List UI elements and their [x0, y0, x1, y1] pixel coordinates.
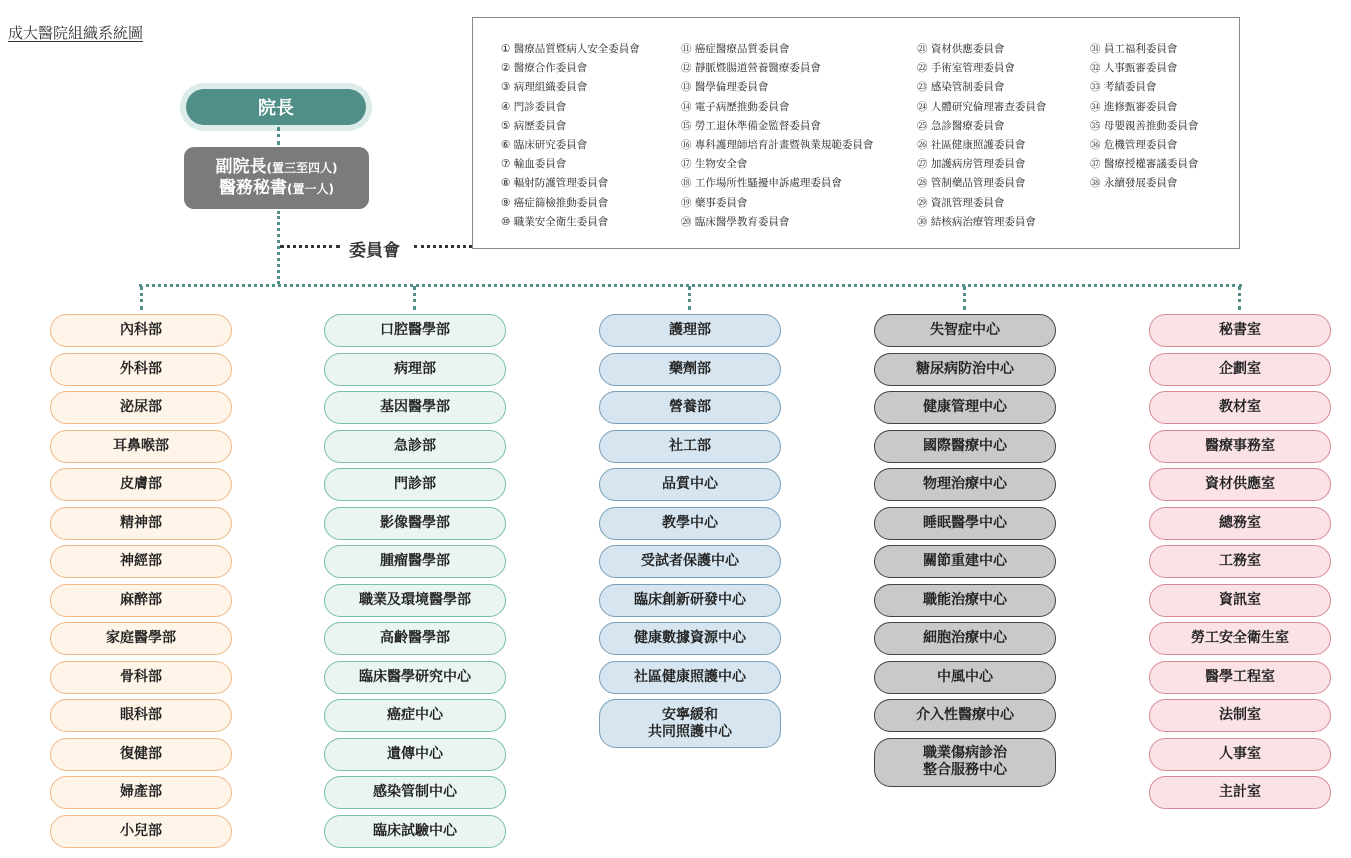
committee-item: ⑰ 生物安全會	[681, 158, 748, 171]
department-box	[1149, 430, 1331, 463]
department-box	[50, 430, 232, 463]
branch-drop	[1238, 286, 1241, 310]
department-label: 復健部	[120, 745, 162, 762]
president-box: 院長	[186, 89, 366, 125]
department-box	[324, 776, 506, 809]
department-label: 急診部	[394, 437, 436, 454]
department-label: 健康數據資源中心	[634, 630, 746, 647]
department-box	[874, 353, 1056, 386]
department-label: 藥劑部	[669, 360, 711, 377]
committee-item: ⑮ 勞工退休準備金監督委員會	[681, 119, 821, 132]
committee-connector	[414, 245, 472, 248]
department-box	[324, 468, 506, 501]
branch-drop	[963, 286, 966, 310]
department-box	[324, 353, 506, 386]
department-label: 小兒部	[120, 822, 162, 839]
department-box	[324, 622, 506, 655]
department-box	[324, 661, 506, 694]
department-box	[50, 661, 232, 694]
medical-secretary-label: 醫務秘書	[219, 178, 287, 198]
committee-item: ⑤ 病歷委員會	[501, 119, 567, 132]
department-box	[1149, 661, 1331, 694]
medical-secretary-note: (置一人)	[287, 182, 334, 196]
committee-item: ⑱ 工作場所性騷擾申訴處理委員會	[681, 177, 842, 190]
department-box	[599, 661, 781, 694]
branch-drop	[140, 286, 143, 310]
department-box	[599, 391, 781, 424]
department-box	[1149, 584, 1331, 617]
department-box	[874, 507, 1056, 540]
committee-label: 委員會	[349, 241, 400, 261]
committee-item: ⑳ 臨床醫學教育委員會	[681, 215, 790, 228]
department-label: 眼科部	[120, 707, 162, 724]
department-label: 品質中心	[662, 476, 718, 493]
department-label: 社工部	[669, 437, 711, 454]
department-label: 糖尿病防治中心	[916, 360, 1014, 377]
committee-item: ⑲ 藥事委員會	[681, 196, 748, 209]
department-label: 職業傷病診治 整合服務中心	[923, 745, 1007, 778]
committee-item: ㉓ 感染管制委員會	[917, 81, 1005, 94]
department-label: 臨床醫學研究中心	[359, 668, 471, 685]
department-label: 泌尿部	[120, 399, 162, 416]
committee-item: ㉔ 人體研究倫理審查委員會	[917, 100, 1047, 113]
department-label: 中風中心	[937, 668, 993, 685]
department-box	[324, 314, 506, 347]
committee-item: ㉒ 手術室管理委員會	[917, 62, 1015, 75]
department-label: 職業及環境醫學部	[359, 591, 471, 608]
committee-item: ⑫ 靜脈暨腸道營養醫療委員會	[681, 62, 821, 75]
department-box	[874, 622, 1056, 655]
committee-column	[681, 40, 873, 232]
department-label: 基因醫學部	[380, 399, 450, 416]
department-label: 門診部	[394, 476, 436, 493]
committee-item: ㉑ 資材供應委員會	[917, 43, 1005, 55]
department-box	[50, 584, 232, 617]
department-box	[324, 738, 506, 771]
department-box	[324, 584, 506, 617]
department-box	[874, 468, 1056, 501]
department-box	[1149, 468, 1331, 501]
department-label: 健康管理中心	[923, 399, 1007, 416]
department-box	[50, 776, 232, 809]
department-box	[1149, 622, 1331, 655]
administrative-offices-column	[1149, 314, 1331, 815]
committee-list-box	[472, 17, 1240, 249]
department-box	[1149, 545, 1331, 578]
department-label: 醫療事務室	[1205, 437, 1275, 454]
committee-item: ㉞ 進修甄審委員會	[1090, 100, 1178, 113]
committee-item: ㉗ 加護病房管理委員會	[917, 158, 1026, 171]
department-label: 臨床試驗中心	[373, 822, 457, 839]
vice-president-note: (置三至四人)	[266, 160, 338, 175]
department-label: 影像醫學部	[380, 514, 450, 531]
branch-drop	[413, 286, 416, 310]
department-label: 睡眠醫學中心	[923, 514, 1007, 531]
department-box	[599, 622, 781, 655]
department-label: 腫瘤醫學部	[380, 553, 450, 570]
committee-item: ⑪ 癌症醫療品質委員會	[681, 43, 790, 55]
department-label: 細胞治療中心	[923, 630, 1007, 647]
department-label: 企劃室	[1219, 360, 1261, 377]
department-box	[599, 468, 781, 501]
department-box	[324, 507, 506, 540]
department-box	[50, 622, 232, 655]
department-box	[1149, 353, 1331, 386]
department-label: 家庭醫學部	[106, 630, 176, 647]
committee-item: ③ 病理組織委員會	[501, 81, 588, 94]
department-box	[1149, 776, 1331, 809]
department-label: 神經部	[120, 553, 162, 570]
department-label: 介入性醫療中心	[916, 707, 1014, 724]
department-label: 秘書室	[1219, 322, 1261, 339]
department-box	[874, 391, 1056, 424]
department-box	[50, 391, 232, 424]
committee-item: ⑬ 醫學倫理委員會	[681, 81, 769, 94]
department-label: 精神部	[120, 514, 162, 531]
department-label: 病理部	[394, 360, 436, 377]
committee-item: ㉖ 社區健康照護委員會	[917, 138, 1026, 151]
department-box	[599, 353, 781, 386]
department-box	[50, 545, 232, 578]
committee-item: ㉜ 人事甄審委員會	[1090, 62, 1178, 75]
department-box	[50, 353, 232, 386]
department-box	[50, 699, 232, 732]
committee-item: ⑯ 專科護理師培育計畫暨執業規範委員會	[681, 138, 874, 151]
department-label: 癌症中心	[387, 707, 443, 724]
committee-item: ㊲ 醫療授權審議委員會	[1090, 158, 1199, 171]
department-label: 內科部	[120, 322, 162, 339]
committee-item: ⑧ 輻射防護管理委員會	[501, 177, 609, 190]
department-box	[599, 545, 781, 578]
connector-line	[277, 127, 280, 145]
support-departments-column	[599, 314, 781, 754]
department-label: 皮膚部	[120, 476, 162, 493]
department-label: 口腔醫學部	[380, 322, 450, 339]
department-label: 勞工安全衛生室	[1191, 630, 1289, 647]
department-box	[50, 815, 232, 848]
department-box	[874, 661, 1056, 694]
department-label: 教材室	[1219, 399, 1261, 416]
department-label: 教學中心	[662, 514, 718, 531]
committee-column	[501, 40, 640, 232]
department-box	[50, 314, 232, 347]
department-label: 護理部	[669, 322, 711, 339]
department-label: 法制室	[1219, 707, 1261, 724]
page-title: 成大醫院組織系統圖	[8, 24, 144, 42]
department-label: 安寧緩和 共同照護中心	[648, 706, 732, 740]
department-box	[874, 584, 1056, 617]
department-label: 醫學工程室	[1205, 668, 1275, 685]
department-label: 高齡醫學部	[380, 630, 450, 647]
department-box	[1149, 507, 1331, 540]
committee-item: ㉛ 員工福利委員會	[1090, 43, 1178, 55]
department-label: 資訊室	[1219, 591, 1261, 608]
special-centers-column	[874, 314, 1056, 792]
committee-item: ㊳ 永續發展委員會	[1090, 177, 1178, 190]
department-box	[1149, 391, 1331, 424]
department-label: 遺傳中心	[387, 745, 443, 762]
department-box	[1149, 314, 1331, 347]
committee-item: ㉝ 考績委員會	[1090, 81, 1157, 94]
department-box	[599, 314, 781, 347]
committee-item: ㊱ 危機管理委員會	[1090, 138, 1178, 151]
department-label: 婦產部	[120, 784, 162, 801]
department-label: 職能治療中心	[923, 591, 1007, 608]
department-box	[1149, 699, 1331, 732]
department-box	[599, 507, 781, 540]
committee-item: ② 醫療合作委員會	[501, 62, 588, 75]
department-box	[599, 699, 781, 748]
department-box	[599, 584, 781, 617]
committee-column	[917, 40, 1046, 232]
department-box	[874, 699, 1056, 732]
department-box	[50, 507, 232, 540]
department-box	[324, 391, 506, 424]
department-label: 營養部	[669, 399, 711, 416]
department-label: 資材供應室	[1205, 476, 1275, 493]
committee-item: ④ 門診委員會	[501, 100, 567, 113]
department-box	[50, 738, 232, 771]
department-box	[874, 738, 1056, 787]
committee-item: ㉙ 資訊管理委員會	[917, 196, 1005, 209]
department-label: 麻醉部	[120, 591, 162, 608]
medical-departments-column	[324, 314, 506, 853]
department-label: 總務室	[1219, 514, 1261, 531]
committee-column	[1090, 40, 1198, 194]
department-box	[50, 468, 232, 501]
department-label: 工務室	[1219, 553, 1261, 570]
department-label: 人事室	[1219, 745, 1261, 762]
department-label: 國際醫療中心	[923, 437, 1007, 454]
department-label: 感染管制中心	[373, 784, 457, 801]
committee-item: ① 醫療品質暨病人安全委員會	[501, 43, 640, 55]
department-label: 關節重建中心	[923, 553, 1007, 570]
department-label: 骨科部	[120, 668, 162, 685]
committee-item: ㉟ 母嬰親善推動委員會	[1090, 119, 1199, 132]
department-label: 失智症中心	[930, 322, 1000, 339]
committee-item: ⑭ 電子病歷推動委員會	[681, 100, 790, 113]
department-box	[874, 430, 1056, 463]
department-box	[324, 699, 506, 732]
department-box	[324, 815, 506, 848]
department-box	[874, 314, 1056, 347]
department-label: 外科部	[120, 360, 162, 377]
committee-item: ⑦ 輸血委員會	[501, 158, 567, 171]
vice-president-box	[184, 147, 369, 209]
department-label: 臨床創新研發中心	[634, 591, 746, 608]
department-box	[874, 545, 1056, 578]
committee-item: ⑥ 臨床研究委員會	[501, 138, 588, 151]
committee-item: ㉘ 管制藥品管理委員會	[917, 177, 1026, 190]
branch-drop	[688, 286, 691, 310]
committee-item: ㉕ 急診醫療委員會	[917, 119, 1005, 132]
department-label: 物理治療中心	[923, 476, 1007, 493]
department-label: 耳鼻喉部	[113, 437, 169, 454]
department-label: 主計室	[1219, 784, 1261, 801]
department-label: 社區健康照護中心	[634, 668, 746, 685]
committee-item: ⑩ 職業安全衛生委員會	[501, 215, 609, 228]
vice-president-label: 副院長	[215, 156, 267, 177]
committee-connector	[280, 245, 340, 248]
department-box	[324, 545, 506, 578]
department-box	[599, 430, 781, 463]
committee-item: ㉚ 結核病治療管理委員會	[917, 215, 1036, 228]
department-box	[324, 430, 506, 463]
committee-item: ⑨ 癌症篩檢推動委員會	[501, 196, 609, 209]
department-box	[1149, 738, 1331, 771]
department-label: 受試者保護中心	[641, 553, 739, 570]
clinical-departments-column	[50, 314, 232, 853]
